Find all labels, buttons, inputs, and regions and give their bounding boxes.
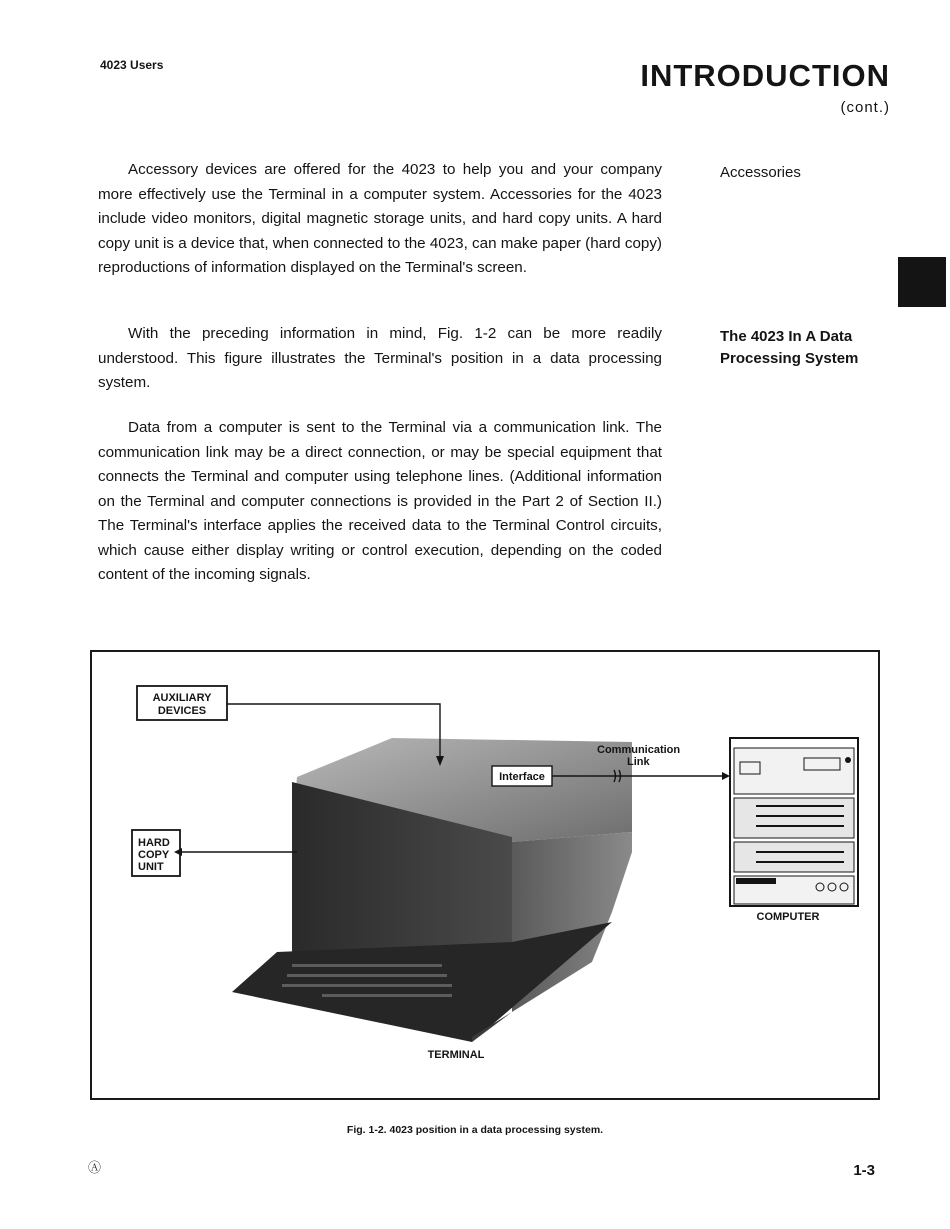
figure-caption: Fig. 1-2. 4023 position in a data processing system. [346,1124,604,1136]
auxiliary-label-line2: DEVICES [157,705,207,717]
terminal-label: TERMINAL [427,1049,485,1061]
body-paragraph-text: With the preceding information in mind, Fig. 1-2 can be more readily understood. This figure illustrates the Terminal's position in a data processing system. [98,325,662,391]
auxiliary-label-line1: AUXILIARY [152,692,212,704]
page-title: INTRODUCTION [640,58,890,93]
data-processing-diagram [92,652,874,1094]
communication-label-line2: Link [627,756,650,768]
side-heading-accessories: Accessories [720,164,801,181]
side-heading-data-processing: The 4023 In A Data Processing System [720,328,859,367]
communication-label-line1: Communication [597,744,681,756]
body-paragraph-text: Data from a computer is sent to the Terminal via a communication link. The communication link may be a direct connection, or may be special equipment that connects the Terminal and computer using telephone lines. (Additional information on the Terminal and computer connections is provided in the Part 2 of Section II.) The Terminal's interface applies the received data to the Terminal Control circuits, which cause either display writing or control execution, depending on the coded content of the incoming signals. [98,419,662,583]
body-paragraph [98,158,662,281]
hard-copy-label-line1: HARD [138,837,170,849]
section-thumb-tab [898,257,946,307]
terminal-illustration [232,738,632,1042]
computer-illustration [730,738,858,906]
computer-label: COMPUTER [756,911,820,923]
auxiliary-devices-box [137,686,227,720]
body-paragraph [98,416,662,588]
interface-label: Interface [499,771,545,783]
body-paragraph [98,322,662,396]
hard-copy-label-line2: COPY [138,849,170,861]
footer-revision-mark: Ⓐ [88,1160,102,1175]
hard-copy-label-line3: UNIT [138,861,164,873]
body-paragraph-text: Accessory devices are offered for the 4023 to help you and your company more effectively use the Terminal in a computer system. Accessories for the 4023 include video monitors, digital magnetic storage units, and hard copy units. A hard copy unit is a device that, when connected to the 4023, can make paper (hard copy) reproductions of information displayed on the Terminal's screen. [98,161,662,276]
page-subtitle: (cont.) [840,99,890,116]
hard-copy-unit-box [132,830,180,876]
communication-arrowhead [722,772,730,780]
header-manual-name: 4023 Users [100,58,164,72]
page-number: 1-3 [853,1162,875,1179]
